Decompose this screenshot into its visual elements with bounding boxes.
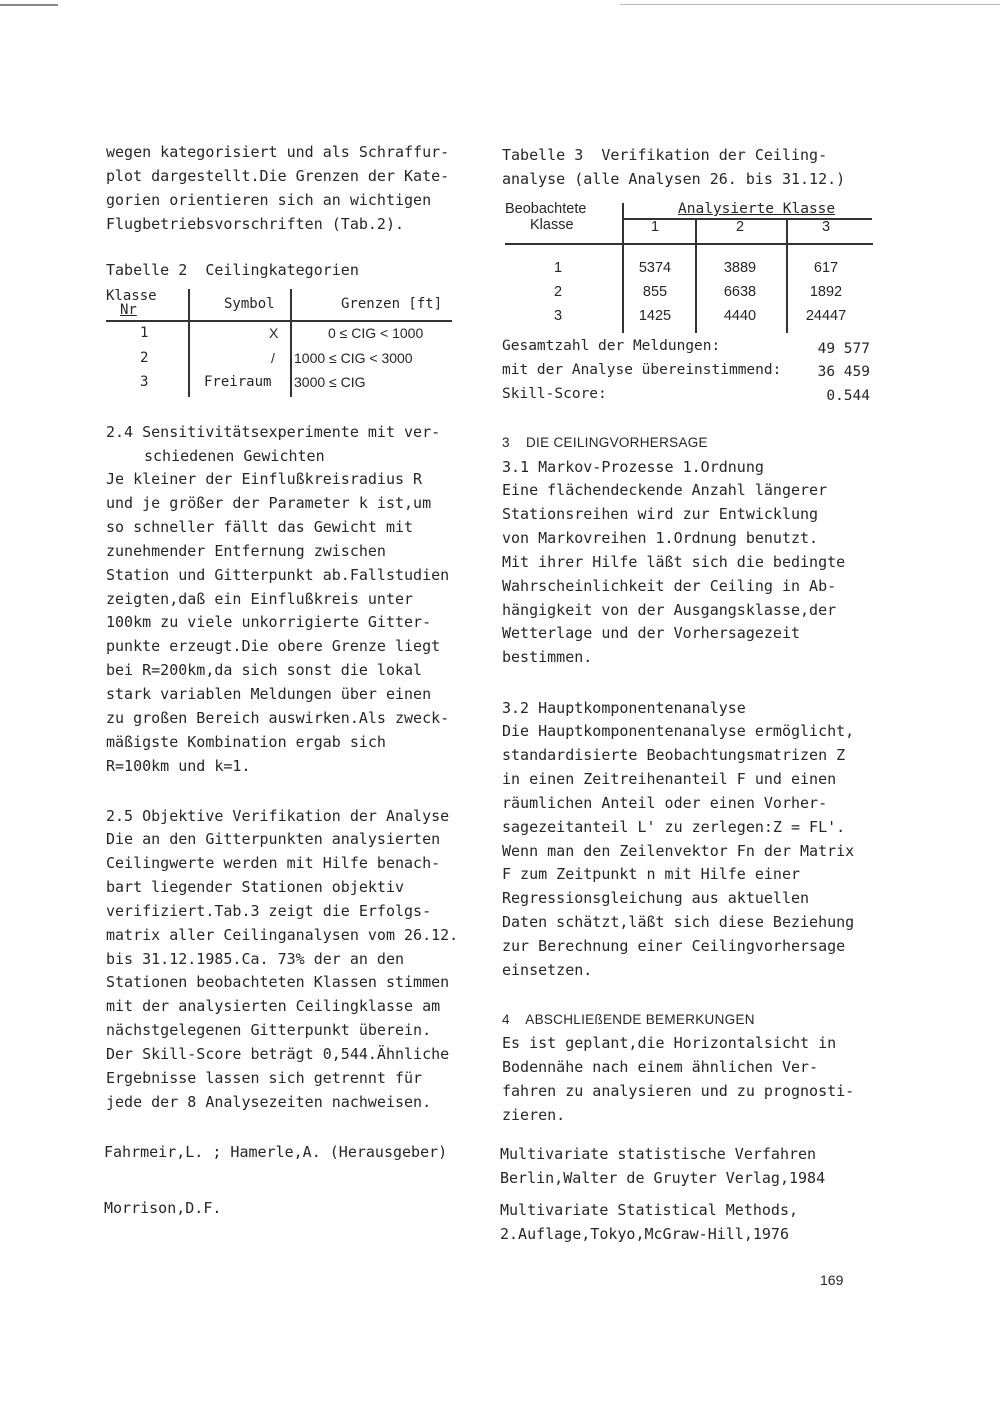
table-2-header-nr: Nr — [120, 302, 137, 318]
table-3-header-beobachtete: Beobachtete — [505, 201, 587, 217]
table-3-divider — [622, 203, 624, 333]
text-line: Die Hauptkomponentenanalyse ermöglicht, — [502, 722, 855, 740]
text-line: fahren zu analysieren und zu prognosti- — [502, 1081, 855, 1100]
text-line: verifiziert.Tab.3 zeigt die Erfolgs- — [106, 901, 432, 920]
table-2-header-klasse: Klasse — [106, 288, 157, 304]
section-heading: 4 ABSCHLIEßENDE BEMERKUNGEN — [502, 1012, 755, 1027]
text-line: zu großen Bereich auswirken.Als zweck- — [106, 709, 450, 728]
text-line: stark variablen Meldungen über einen — [106, 685, 432, 704]
table-2-header-rule — [106, 320, 452, 322]
table-2-divider — [290, 289, 292, 397]
text-line: bis 31.12.1985.Ca. 73% der an den — [106, 949, 405, 968]
text-line: R=100km und k=1. — [106, 756, 251, 775]
text-line: mäßigste Kombination ergab sich — [106, 732, 386, 751]
table-2 — [106, 261, 466, 401]
text-line: Je kleiner der Einflußkreisradius R — [106, 470, 423, 488]
section-4 — [502, 1008, 887, 1128]
table-2-cell-grenzen: 3000 ≤ CIG — [294, 374, 366, 390]
table-3-divider — [695, 218, 697, 333]
table-3 — [502, 143, 882, 408]
table-3-cell: 1892 — [809, 284, 843, 300]
text-line: mit der analysierten Ceilingklasse am — [106, 997, 441, 1016]
table-3-cell: 617 — [813, 260, 839, 276]
text-line: wegen kategorisiert und als Schraffur- — [106, 143, 450, 161]
table-2-divider — [188, 289, 190, 397]
text-line: räumlichen Anteil oder einen Vorher- — [502, 793, 828, 812]
text-line: matrix aller Ceilinganalysen vom 26.12. — [106, 925, 459, 944]
text-line: Stationsreihen wird zur Entwicklung — [502, 504, 819, 523]
text-line: hängigkeit von der Ausgangsklasse,der — [502, 600, 837, 619]
text-line: bestimmen. — [502, 648, 593, 667]
section-heading: 2.4 Sensitivitätsexperimente mit ver- — [106, 423, 441, 441]
table-3-row-klasse: 1 — [553, 260, 563, 276]
table-2-cell-nr: 1 — [140, 325, 149, 341]
text-line: Wetterlage und der Vorhersagezeit — [502, 624, 801, 643]
top-rule — [0, 4, 58, 6]
page-number: 169 — [820, 1272, 844, 1288]
intro-paragraph — [106, 140, 481, 236]
text-line: sagezeitanteil L' zu zerlegen:Z = FL'. — [502, 817, 846, 836]
text-line: Wahrscheinlichkeit der Ceiling in Ab- — [502, 576, 837, 595]
text-line: zieren. — [502, 1105, 566, 1124]
table-3-skill-value: 0.544 — [826, 388, 870, 404]
text-line: Flugbetriebsvorschriften (Tab.2). — [106, 215, 405, 233]
table-2-cell-nr: 2 — [140, 350, 149, 366]
table-3-col-header: 2 — [735, 219, 745, 235]
text-line: punkte erzeugt.Die obere Grenze liegt — [106, 637, 441, 656]
text-line: Es ist geplant,die Horizontalsicht in — [502, 1034, 837, 1052]
text-line: Der Skill-Score beträgt 0,544.Ähnliche — [106, 1045, 450, 1064]
text-line: so schneller fällt das Gewicht mit — [106, 517, 414, 536]
section-heading: 2.5 Objektive Verifikation der Analyse — [106, 807, 450, 825]
table-3-cell: 5374 — [638, 260, 672, 276]
text-line: zunehmender Entfernung zwischen — [106, 541, 386, 560]
text-line: standardisierte Beobachtungsmatrizen Z — [502, 745, 846, 764]
text-line: jede der 8 Analysezeiten nachweisen. — [106, 1092, 432, 1111]
text-line: einsetzen. — [502, 961, 593, 980]
text-line: Bodennähe nach einem ähnlichen Ver- — [502, 1057, 819, 1076]
text-line: 100km zu viele unkorrigierte Gitter- — [106, 613, 432, 632]
text-line: und je größer der Parameter k ist,um — [106, 493, 432, 512]
table-2-cell-symbol: X — [269, 325, 279, 341]
table-3-col-header: 3 — [821, 219, 831, 235]
text-line: plot dargestellt.Die Grenzen der Kate- — [106, 167, 450, 185]
table-3-row-klasse: 2 — [553, 284, 563, 300]
table-3-divider — [786, 218, 788, 333]
text-line: Station und Gitterpunkt ab.Fallstudien — [106, 565, 450, 584]
table-3-gesamtzahl-value: 49 577 — [817, 341, 870, 357]
top-rule-right — [620, 4, 1000, 5]
text-line: bei R=200km,da sich sonst die lokal — [106, 661, 423, 680]
table-2-cell-symbol: / — [271, 350, 275, 366]
table-3-header-analysierte: Analysierte Klasse — [678, 201, 836, 217]
text-line: in einen Zeitreihenanteil F und einen — [502, 769, 837, 788]
section-3 — [502, 431, 887, 670]
table-3-cell: 855 — [642, 284, 668, 300]
text-line: zeigten,daß ein Einflußkreis unter — [106, 589, 414, 608]
section-heading: 3 DIE CEILINGVORHERSAGE — [502, 435, 708, 450]
table-3-col-header: 1 — [650, 219, 660, 235]
section-2-5 — [106, 804, 481, 1115]
text-line: zur Berechnung einer Ceilingvorhersage — [502, 937, 846, 956]
table-2-cell-grenzen: 0 ≤ CIG < 1000 — [328, 325, 424, 341]
table-3-caption: analyse (alle Analysen 26. bis 31.12.) — [502, 170, 846, 188]
text-line: F zum Zeitpunkt n mit Hilfe einer — [502, 865, 801, 884]
text-line: Daten schätzt,läßt sich diese Beziehung — [502, 913, 855, 932]
table-2-cell-nr: 3 — [140, 374, 149, 390]
table-3-header-rule — [505, 243, 873, 245]
table-3-header-klasse: Klasse — [530, 217, 574, 233]
table-2-cell-grenzen: 1000 ≤ CIG < 3000 — [294, 350, 413, 366]
table-3-cell: 24447 — [805, 308, 847, 324]
table-2-header-grenzen: Grenzen [ft] — [341, 296, 443, 312]
subsection-heading: 3.1 Markov-Prozesse 1.Ordnung — [502, 458, 764, 476]
table-3-cell: 1425 — [638, 308, 672, 324]
text-line: Wenn man den Zeilenvektor Fn der Matrix — [502, 841, 855, 860]
reference-publisher: 2.Auflage,Tokyo,McGraw-Hill,1976 — [500, 1225, 789, 1243]
text-line: Eine flächendeckende Anzahl längerer — [502, 481, 828, 499]
table-2-cell-symbol: Freiraum — [204, 374, 272, 390]
text-line: Regressionsgleichung aus aktuellen — [502, 889, 810, 908]
section-2-4 — [106, 420, 481, 779]
reference-author: Fahrmeir,L. ; Hamerle,A. (Herausgeber) — [104, 1143, 448, 1161]
table-3-cell: 6638 — [723, 284, 757, 300]
table-2-caption: Tabelle 2 Ceilingkategorien — [106, 261, 359, 279]
table-3-skill-label: Skill-Score: — [502, 386, 607, 402]
text-line: von Markovreihen 1.Ordnung benutzt. — [502, 528, 819, 547]
section-3-2 — [502, 696, 887, 983]
table-3-uebereinstimmend-label: mit der Analyse übereinstimmend: — [502, 362, 782, 378]
text-line: Die an den Gitterpunkten analysierten — [106, 830, 441, 848]
reference-title: Multivariate statistische Verfahren — [500, 1145, 817, 1163]
text-line: Stationen beobachteten Klassen stimmen — [106, 973, 450, 992]
table-3-row-klasse: 3 — [553, 308, 563, 324]
text-line: Mit ihrer Hilfe läßt sich die bedingte — [502, 552, 846, 571]
table-3-cell: 4440 — [723, 308, 757, 324]
text-line: Ceilingwerte werden mit Hilfe benach- — [106, 853, 441, 872]
table-3-gesamtzahl-label: Gesamtzahl der Meldungen: — [502, 338, 721, 354]
text-line: bart liegender Stationen objektiv — [106, 877, 405, 896]
text-line: Ergebnisse lassen sich getrennt für — [106, 1069, 423, 1088]
text-line: nächstgelegenen Gitterpunkt überein. — [106, 1021, 432, 1040]
table-3-cell: 3889 — [723, 260, 757, 276]
subsection-heading: 3.2 Hauptkomponentenanalyse — [502, 699, 746, 717]
section-heading: schiedenen Gewichten — [144, 447, 325, 465]
reference-title: Multivariate Statistical Methods, — [500, 1201, 799, 1219]
reference-author: Morrison,D.F. — [104, 1199, 222, 1217]
table-3-uebereinstimmend-value: 36 459 — [817, 364, 870, 380]
text-line: gorien orientieren sich an wichtigen — [106, 191, 432, 209]
reference-publisher: Berlin,Walter de Gruyter Verlag,1984 — [500, 1169, 826, 1187]
table-3-caption: Tabelle 3 Verifikation der Ceiling- — [502, 146, 828, 164]
table-2-header-symbol: Symbol — [224, 296, 275, 312]
